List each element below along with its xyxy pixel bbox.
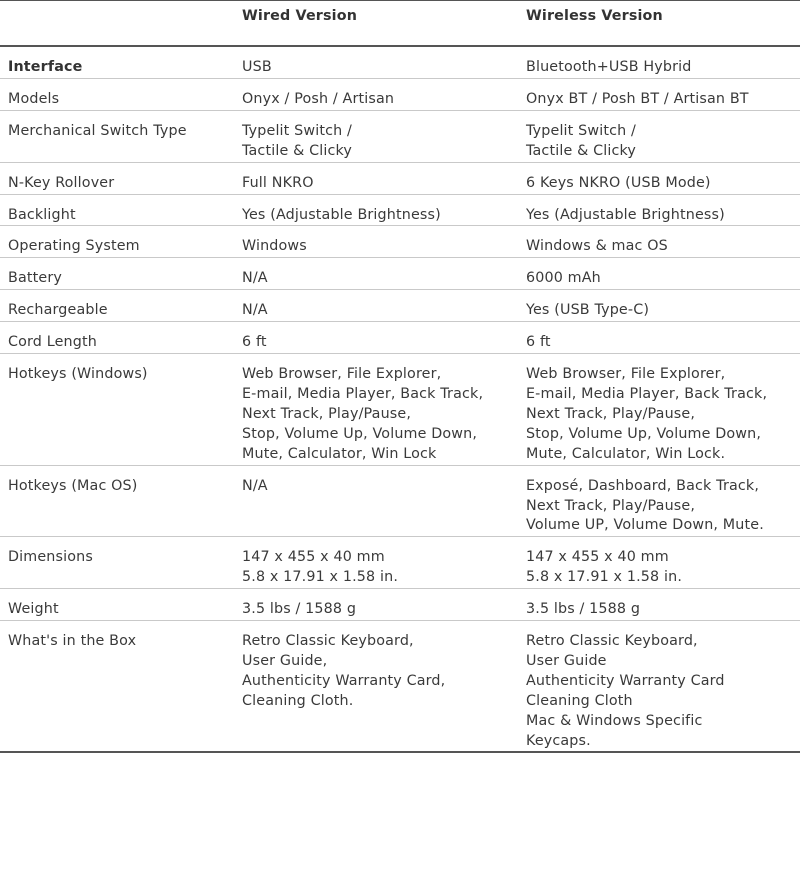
spec-value-wireless xyxy=(526,258,800,290)
spec-row-what-s-in-the-box xyxy=(0,621,800,753)
spec-value-wired xyxy=(242,226,526,258)
spec-value-line: Bluetooth+USB Hybrid xyxy=(526,59,692,75)
spec-value-line: Stop, Volume Up, Volume Down, xyxy=(242,425,478,442)
spec-value-line: Yes (Adjustable Brightness) xyxy=(526,206,725,223)
spec-value-wireless xyxy=(526,589,800,621)
spec-value-line: 6 ft xyxy=(242,334,267,351)
spec-value-line: Next Track, Play/Pause, xyxy=(526,497,696,514)
spec-value-line: Retro Classic Keyboard, xyxy=(242,633,414,650)
header-wired-version: Wired Version xyxy=(242,1,526,47)
spec-label: Merchanical Switch Type xyxy=(0,110,242,162)
spec-value-wireless xyxy=(526,537,800,589)
spec-value-wireless xyxy=(526,465,800,537)
spec-value-wired xyxy=(242,354,526,466)
spec-value-wired xyxy=(242,78,526,110)
spec-value-line: Onyx / Posh / Artisan xyxy=(242,90,395,107)
spec-value-line: Full NKRO xyxy=(242,174,314,191)
spec-value-line: 6000 mAh xyxy=(526,270,601,287)
spec-value-wireless xyxy=(526,322,800,354)
spec-value-line: User Guide, xyxy=(242,652,328,669)
spec-value-line: Cleaning Cloth. xyxy=(242,692,354,709)
spec-value-wired xyxy=(242,537,526,589)
spec-value-wired xyxy=(242,194,526,226)
spec-value-line: Stop, Volume Up, Volume Down, xyxy=(526,425,762,442)
spec-label: Dimensions xyxy=(0,537,242,589)
spec-value-line: Tactile & Clicky xyxy=(242,142,352,159)
spec-value-line: N/A xyxy=(242,477,268,494)
spec-row-hotkeys-windows xyxy=(0,354,800,466)
spec-value-line: E-mail, Media Player, Back Track, xyxy=(526,385,768,402)
spec-value-line: Windows xyxy=(242,238,307,255)
spec-value-line: 147 x 455 x 40 mm xyxy=(526,549,669,566)
spec-value-line: User Guide xyxy=(526,652,607,669)
spec-value-line: 5.8 x 17.91 x 1.58 in. xyxy=(526,569,683,586)
header-row xyxy=(0,1,800,47)
spec-value-line: N/A xyxy=(242,302,268,319)
spec-value-line: Retro Classic Keyboard, xyxy=(526,633,698,650)
spec-row-interface xyxy=(0,46,800,78)
spec-value-wireless xyxy=(526,110,800,162)
spec-value-line: Typelit Switch / xyxy=(526,122,636,139)
spec-value-wired xyxy=(242,322,526,354)
spec-value-wireless xyxy=(526,162,800,194)
spec-value-line: Web Browser, File Explorer, xyxy=(526,366,726,383)
spec-value-line: 5.8 x 17.91 x 1.58 in. xyxy=(242,569,399,586)
spec-label: Interface xyxy=(0,46,242,78)
spec-value-line: Authenticity Warranty Card, xyxy=(242,672,446,689)
spec-value-line: 3.5 lbs / 1588 g xyxy=(242,601,357,618)
spec-value-wireless xyxy=(526,194,800,226)
spec-value-line: Yes (Adjustable Brightness) xyxy=(242,206,441,223)
spec-value-line: Next Track, Play/Pause, xyxy=(242,405,412,422)
spec-value-line: Onyx BT / Posh BT / Artisan BT xyxy=(526,90,749,107)
header-label-column xyxy=(0,1,242,47)
spec-row-cord-length xyxy=(0,322,800,354)
spec-label: Rechargeable xyxy=(0,290,242,322)
spec-value-line: 6 ft xyxy=(526,334,551,351)
spec-row-models xyxy=(0,78,800,110)
spec-value-line: Exposé, Dashboard, Back Track, xyxy=(526,477,760,494)
spec-value-line: Mac & Windows Specific xyxy=(526,712,703,729)
spec-row-rechargeable xyxy=(0,290,800,322)
spec-label: N-Key Rollover xyxy=(0,162,242,194)
header-wireless-version: Wireless Version xyxy=(526,1,800,47)
spec-value-wireless xyxy=(526,226,800,258)
spec-row-merchanical-switch-type xyxy=(0,110,800,162)
spec-value-wired xyxy=(242,258,526,290)
spec-value-line: 147 x 455 x 40 mm xyxy=(242,549,385,566)
spec-value-wired xyxy=(242,465,526,537)
spec-label: Models xyxy=(0,78,242,110)
spec-label: Cord Length xyxy=(0,322,242,354)
spec-value-line: E-mail, Media Player, Back Track, xyxy=(242,385,484,402)
spec-row-weight xyxy=(0,589,800,621)
spec-value-wired xyxy=(242,589,526,621)
spec-value-wired xyxy=(242,621,526,753)
spec-value-line: Cleaning Cloth xyxy=(526,692,633,709)
spec-label: Hotkeys (Windows) xyxy=(0,354,242,466)
spec-value-line: Mute, Calculator, Win Lock xyxy=(242,445,437,462)
spec-value-line: Yes (USB Type-C) xyxy=(526,302,650,319)
spec-table-body xyxy=(0,46,800,752)
spec-value-line: Windows & mac OS xyxy=(526,238,668,255)
spec-row-n-key-rollover xyxy=(0,162,800,194)
spec-value-line: 3.5 lbs / 1588 g xyxy=(526,601,641,618)
spec-row-dimensions xyxy=(0,537,800,589)
spec-label: Hotkeys (Mac OS) xyxy=(0,465,242,537)
spec-value-line: Mute, Calculator, Win Lock. xyxy=(526,445,726,462)
spec-value-line: Tactile & Clicky xyxy=(526,142,636,159)
spec-label: Weight xyxy=(0,589,242,621)
spec-row-hotkeys-mac-os xyxy=(0,465,800,537)
spec-value-wired xyxy=(242,162,526,194)
spec-value-line: Authenticity Warranty Card xyxy=(526,672,725,689)
spec-value-line: 6 Keys NKRO (USB Mode) xyxy=(526,174,711,191)
spec-value-wired xyxy=(242,290,526,322)
spec-value-line: Keycaps. xyxy=(526,732,591,749)
spec-value-line: Typelit Switch / xyxy=(242,122,352,139)
spec-value-wireless xyxy=(526,78,800,110)
spec-row-operating-system xyxy=(0,226,800,258)
spec-value-wireless xyxy=(526,354,800,466)
spec-value-wired xyxy=(242,46,526,78)
spec-value-line: Web Browser, File Explorer, xyxy=(242,366,442,383)
spec-value-wireless xyxy=(526,621,800,753)
spec-value-line: Volume UP, Volume Down, Mute. xyxy=(526,517,764,534)
spec-row-backlight xyxy=(0,194,800,226)
spec-value-line: USB xyxy=(242,59,272,75)
spec-row-battery xyxy=(0,258,800,290)
spec-value-wireless xyxy=(526,290,800,322)
spec-label: What's in the Box xyxy=(0,621,242,753)
spec-label: Battery xyxy=(0,258,242,290)
spec-value-wired xyxy=(242,110,526,162)
spec-value-line: N/A xyxy=(242,270,268,287)
spec-label: Operating System xyxy=(0,226,242,258)
spec-value-wireless xyxy=(526,46,800,78)
spec-label: Backlight xyxy=(0,194,242,226)
spec-value-line: Next Track, Play/Pause, xyxy=(526,405,696,422)
